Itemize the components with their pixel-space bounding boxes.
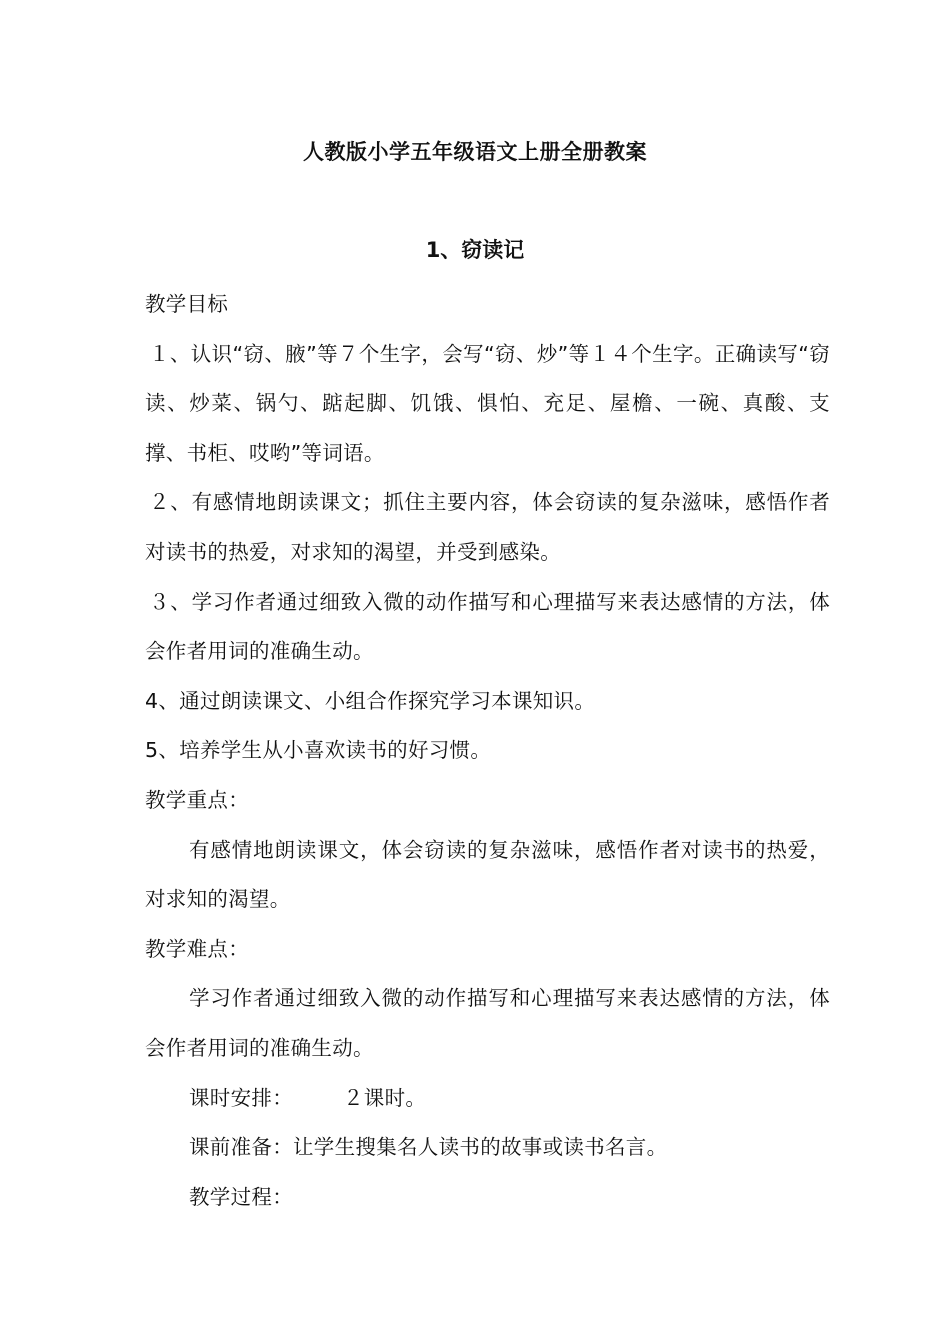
lesson-title: 1、窃读记	[425, 238, 525, 262]
document-title: 人教版小学五年级语文上册全册教案	[303, 140, 647, 164]
objective-3: ３、学习作者通过细致入微的动作描写和心理描写来表达感情的方法，体会作者用词的准确生动。	[145, 589, 830, 664]
preparation-line: 课前准备：让学生搜集名人读书的故事或读书名言。	[189, 1135, 668, 1160]
process-heading: 教学过程：	[189, 1184, 293, 1209]
objective-1: １、认识“窃、腋”等７个生字，会写“窃、炒”等１４个生字。正确读写“窃读、炒菜、锅勺、踮起脚、饥饿、惧怕、充足、屋檐、一碗、真酸、支撑、书柜、哎哟”等词语。	[145, 341, 830, 465]
schedule-line	[145, 1074, 830, 1124]
objective-5: 5、培养学生从小喜欢读书的好习惯。	[145, 738, 492, 763]
document-body	[145, 280, 830, 1222]
key-points-heading: 教学重点：	[145, 787, 249, 812]
objective-4: 4、通过朗读课文、小组合作探究学习本课知识。	[145, 688, 596, 713]
objectives-heading: 教学目标	[145, 292, 229, 316]
schedule-label: 课时安排：	[189, 1085, 293, 1110]
key-points-text: 有感情地朗读课文，体会窃读的复杂滋味，感悟作者对读书的热爱，对求知的渴望。	[145, 837, 830, 912]
schedule-value: ２课时。	[343, 1085, 427, 1110]
objective-2: ２、有感情地朗读课文；抓住主要内容，体会窃读的复杂滋味，感悟作者对读书的热爱，对求知的渴望，并受到感染。	[145, 490, 830, 564]
difficulty-text: 学习作者通过细致入微的动作描写和心理描写来表达感情的方法，体会作者用词的准确生动。	[145, 986, 830, 1060]
difficulty-heading: 教学难点：	[145, 936, 249, 961]
